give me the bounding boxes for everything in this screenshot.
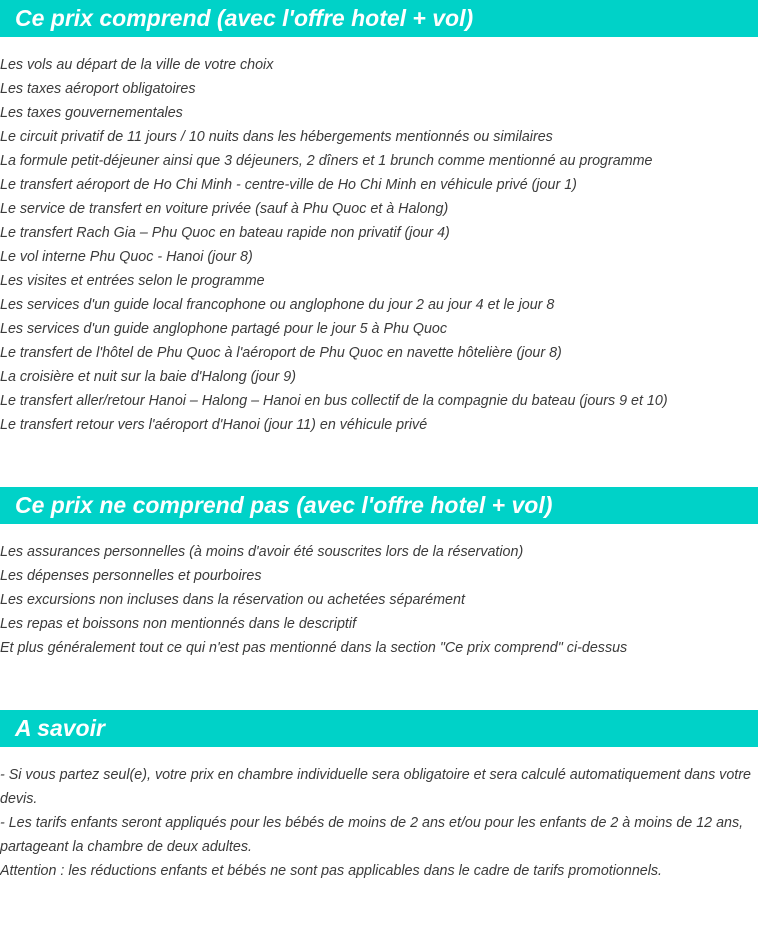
list-item: Le transfert Rach Gia – Phu Quoc en bateau rapide non privatif (jour 4) xyxy=(0,225,450,241)
included-section-title: Ce prix comprend (avec l'offre hotel + vol) xyxy=(15,5,474,31)
excluded-section-header xyxy=(0,487,758,524)
info-line-child-rates: - Les tarifs enfants seront appliqués pour les bébés de moins de 2 ans et/ou pour les enfants de 2 à moins de 12 ans, partageant la chambre de deux adultes. xyxy=(0,815,744,855)
excluded-section-title: Ce prix ne comprend pas (avec l'offre hotel + vol) xyxy=(15,492,553,518)
list-item: Le transfert aéroport de Ho Chi Minh - centre-ville de Ho Chi Minh en véhicule privé (jour 1) xyxy=(0,177,577,193)
info-line-single-room: - Si vous partez seul(e), votre prix en chambre individuelle sera obligatoire et sera calculé automatiquement dans votre devis. xyxy=(0,767,751,807)
list-item: Les services d'un guide anglophone partagé pour le jour 5 à Phu Quoc xyxy=(0,321,448,337)
excluded-list xyxy=(0,540,756,660)
list-item: Et plus généralement tout ce qui n'est pas mentionné dans la section "Ce prix comprend" ci-dessus xyxy=(0,640,628,656)
list-item: La formule petit-déjeuner ainsi que 3 déjeuners, 2 dîners et 1 brunch comme mentionné au programme xyxy=(0,153,653,169)
list-item: Le vol interne Phu Quoc - Hanoi (jour 8) xyxy=(0,249,253,265)
list-item: Les excursions non incluses dans la réservation ou achetées séparément xyxy=(0,592,465,608)
included-list xyxy=(0,53,756,437)
info-section-header xyxy=(0,710,758,747)
list-item: Les taxes aéroport obligatoires xyxy=(0,81,196,97)
list-item: Les services d'un guide local francophone ou anglophone du jour 2 au jour 4 et le jour 8 xyxy=(0,297,555,313)
info-section-title: A savoir xyxy=(15,715,105,741)
list-item: Les assurances personnelles (à moins d'avoir été souscrites lors de la réservation) xyxy=(0,544,524,560)
list-item: Le transfert retour vers l'aéroport d'Hanoi (jour 11) en véhicule privé xyxy=(0,417,428,433)
list-item: Le transfert de l'hôtel de Phu Quoc à l'aéroport de Phu Quoc en navette hôtelière (jour 8) xyxy=(0,345,562,361)
list-item: Le service de transfert en voiture privée (sauf à Phu Quoc et à Halong) xyxy=(0,201,449,217)
list-item: Les repas et boissons non mentionnés dans le descriptif xyxy=(0,616,357,632)
list-item: Les visites et entrées selon le programme xyxy=(0,273,265,289)
info-line-attention: Attention : les réductions enfants et bébés ne sont pas applicables dans le cadre de tarifs promotionnels. xyxy=(0,863,663,879)
info-text xyxy=(0,763,756,883)
included-section-header xyxy=(0,0,758,37)
list-item: La croisière et nuit sur la baie d'Halong (jour 9) xyxy=(0,369,296,385)
list-item: Les taxes gouvernementales xyxy=(0,105,183,121)
list-item: Les vols au départ de la ville de votre choix xyxy=(0,57,274,73)
list-item: Le transfert aller/retour Hanoi – Halong – Hanoi en bus collectif de la compagnie du bateau (jours 9 et 10) xyxy=(0,393,668,409)
list-item: Le circuit privatif de 11 jours / 10 nuits dans les hébergements mentionnés ou similaires xyxy=(0,129,553,145)
list-item: Les dépenses personnelles et pourboires xyxy=(0,568,262,584)
